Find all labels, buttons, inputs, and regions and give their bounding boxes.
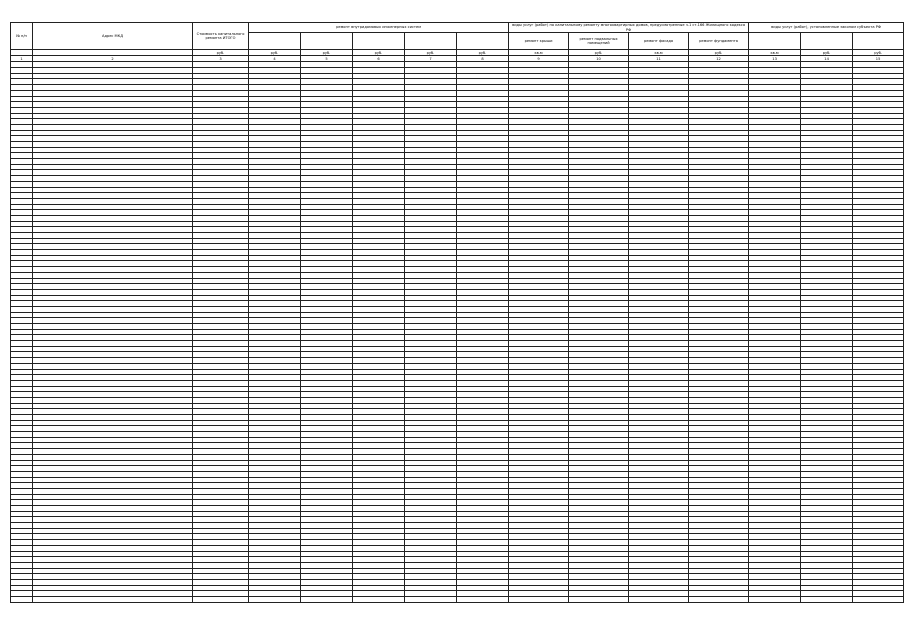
header-subheader-4: [249, 33, 301, 50]
header-column-number-11: 11: [629, 56, 689, 62]
header-subheader-12: ремонт фундамента: [689, 33, 749, 50]
register-sheet: [10, 22, 895, 603]
header-column-number-6: 6: [353, 56, 405, 62]
header-unit-10: руб.: [569, 50, 629, 56]
table-cell: [193, 597, 249, 603]
header-unit-14: руб.: [801, 50, 853, 56]
table-header: [11, 23, 904, 62]
table-cell: [801, 597, 853, 603]
header-unit-12: руб.: [689, 50, 749, 56]
header-subheader-6: [353, 33, 405, 50]
table-cell: [509, 597, 569, 603]
header-group-regional: виды услуг (работ), установленные законом субъекта РФ: [749, 23, 904, 33]
header-subheader-7: [405, 33, 457, 50]
header-column-number-5: 5: [301, 56, 353, 62]
header-unit-11: кв.м: [629, 50, 689, 56]
repair-cost-table: [10, 22, 904, 603]
table-cell: [249, 597, 301, 603]
table-row: [11, 597, 904, 603]
header-subheader-11: ремонт фасада: [629, 33, 689, 50]
header-column-number-4: 4: [249, 56, 301, 62]
table-cell: [353, 597, 405, 603]
header-column-number-15: 15: [853, 56, 904, 62]
header-unit-4: руб.: [249, 50, 301, 56]
header-unit-3: руб.: [193, 50, 249, 56]
header-total-cost: Стоимость капитального ремонта ИТОГО: [193, 23, 249, 50]
header-subheader-13: [749, 33, 801, 50]
header-column-number-7: 7: [405, 56, 457, 62]
header-subheader-9: ремонт крыши: [509, 33, 569, 50]
table-cell: [853, 597, 904, 603]
header-unit-9: кв.м: [509, 50, 569, 56]
header-subheader-5: [301, 33, 353, 50]
table-cell: [405, 597, 457, 603]
header-group-repair-types: виды услуг (работ) по капитальному ремонту многоквартирных домов, предусмотренные ч.1 ст.166 Жилищного кодекса РФ: [509, 23, 749, 33]
header-subheader-10: ремонт подвальных помещений: [569, 33, 629, 50]
table-cell: [11, 597, 33, 603]
header-address: Адрес МКД: [33, 23, 193, 50]
table-cell: [33, 597, 193, 603]
header-column-number-13: 13: [749, 56, 801, 62]
header-column-number-8: 8: [457, 56, 509, 62]
header-unit-15: руб.: [853, 50, 904, 56]
table-cell: [629, 597, 689, 603]
header-column-number-10: 10: [569, 56, 629, 62]
header-unit-8: руб.: [457, 50, 509, 56]
header-unit-6: руб.: [353, 50, 405, 56]
table-cell: [689, 597, 749, 603]
header-column-number-3: 3: [193, 56, 249, 62]
header-column-number-14: 14: [801, 56, 853, 62]
table-cell: [301, 597, 353, 603]
table-body: [11, 62, 904, 602]
header-column-number-12: 12: [689, 56, 749, 62]
header-column-number-9: 9: [509, 56, 569, 62]
table-cell: [749, 597, 801, 603]
header-subheader-8: [457, 33, 509, 50]
header-subheader-14: [801, 33, 853, 50]
header-unit-13: кв.м: [749, 50, 801, 56]
table-cell: [457, 597, 509, 603]
header-group-internal-systems: ремонт внутридомовых инженерных систем: [249, 23, 509, 33]
header-row-no: № п/п: [11, 23, 33, 50]
table-cell: [569, 597, 629, 603]
header-unit-5: руб.: [301, 50, 353, 56]
header-column-number-2: 2: [33, 56, 193, 62]
header-column-number-1: 1: [11, 56, 33, 62]
header-subheader-15: [853, 33, 904, 50]
header-unit-7: руб.: [405, 50, 457, 56]
